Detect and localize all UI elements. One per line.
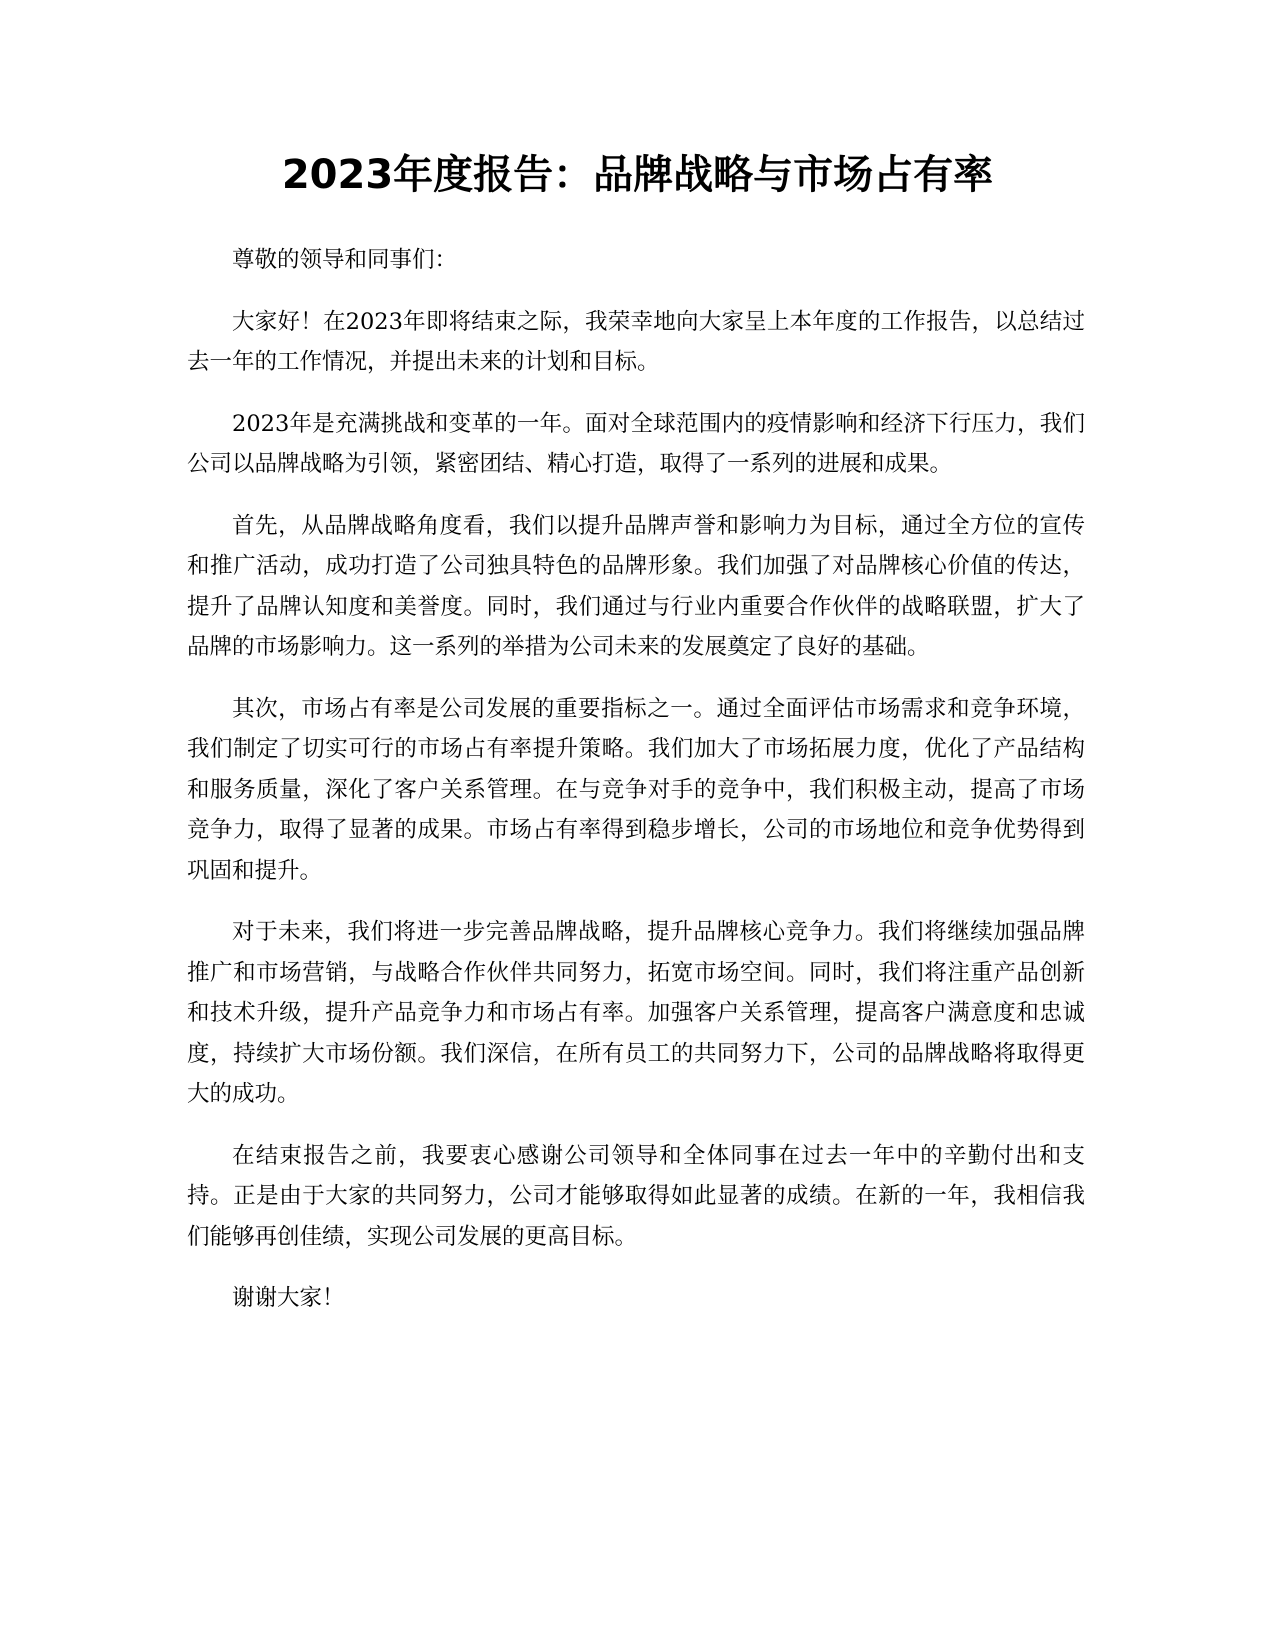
paragraph-overview: 2023年是充满挑战和变革的一年。面对全球范围内的疫情影响和经济下行压力，我们公司以品牌战略为引领，紧密团结、精心打造，取得了一系列的进展和成果。 xyxy=(187,410,1085,477)
paragraph-future-plans: 对于未来，我们将进一步完善品牌战略，提升品牌核心竞争力。我们将继续加强品牌推广和市场营销，与战略合作伙伴共同努力，拓宽市场空间。同时，我们将注重产品创新和技术升级，提升产品竞争力和市场占有率。加强客户关系管理，提高客户满意度和忠诚度，持续扩大市场份额。我们深信，在所有员工的共同努力下，公司的品牌战略将取得更大的成功。 xyxy=(187,919,1085,1107)
paragraph-greeting: 大家好！在2023年即将结束之际，我荣幸地向大家呈上本年度的工作报告，以总结过去一年的工作情况，并提出未来的计划和目标。 xyxy=(187,308,1085,375)
document-title: 2023年度报告：品牌战略与市场占有率 xyxy=(281,152,994,198)
paragraph-brand-strategy: 首先，从品牌战略角度看，我们以提升品牌声誉和影响力为目标，通过全方位的宣传和推广活动，成功打造了公司独具特色的品牌形象。我们加强了对品牌核心价值的传达，提升了品牌认知度和美誉度。同时，我们通过与行业内重要合作伙伴的战略联盟，扩大了品牌的市场影响力。这一系列的举措为公司未来的发展奠定了良好的基础。 xyxy=(187,512,1085,660)
salutation: 尊敬的领导和同事们： xyxy=(232,247,458,273)
document-body xyxy=(187,240,1085,1340)
paragraph-acknowledgement: 在结束报告之前，我要衷心感谢公司领导和全体同事在过去一年中的辛勤付出和支持。正是由于大家的共同努力，公司才能够取得如此显著的成绩。在新的一年，我相信我们能够再创佳绩，实现公司发展的更高目标。 xyxy=(187,1142,1085,1250)
paragraph-market-share: 其次，市场占有率是公司发展的重要指标之一。通过全面评估市场需求和竞争环境，我们制定了切实可行的市场占有率提升策略。我们加大了市场拓展力度，优化了产品结构和服务质量，深化了客户关系管理。在与竞争对手的竞争中，我们积极主动，提高了市场竞争力，取得了显著的成果。市场占有率得到稳步增长，公司的市场地位和竞争优势得到巩固和提升。 xyxy=(187,695,1085,884)
closing-remark: 谢谢大家！ xyxy=(232,1285,345,1311)
